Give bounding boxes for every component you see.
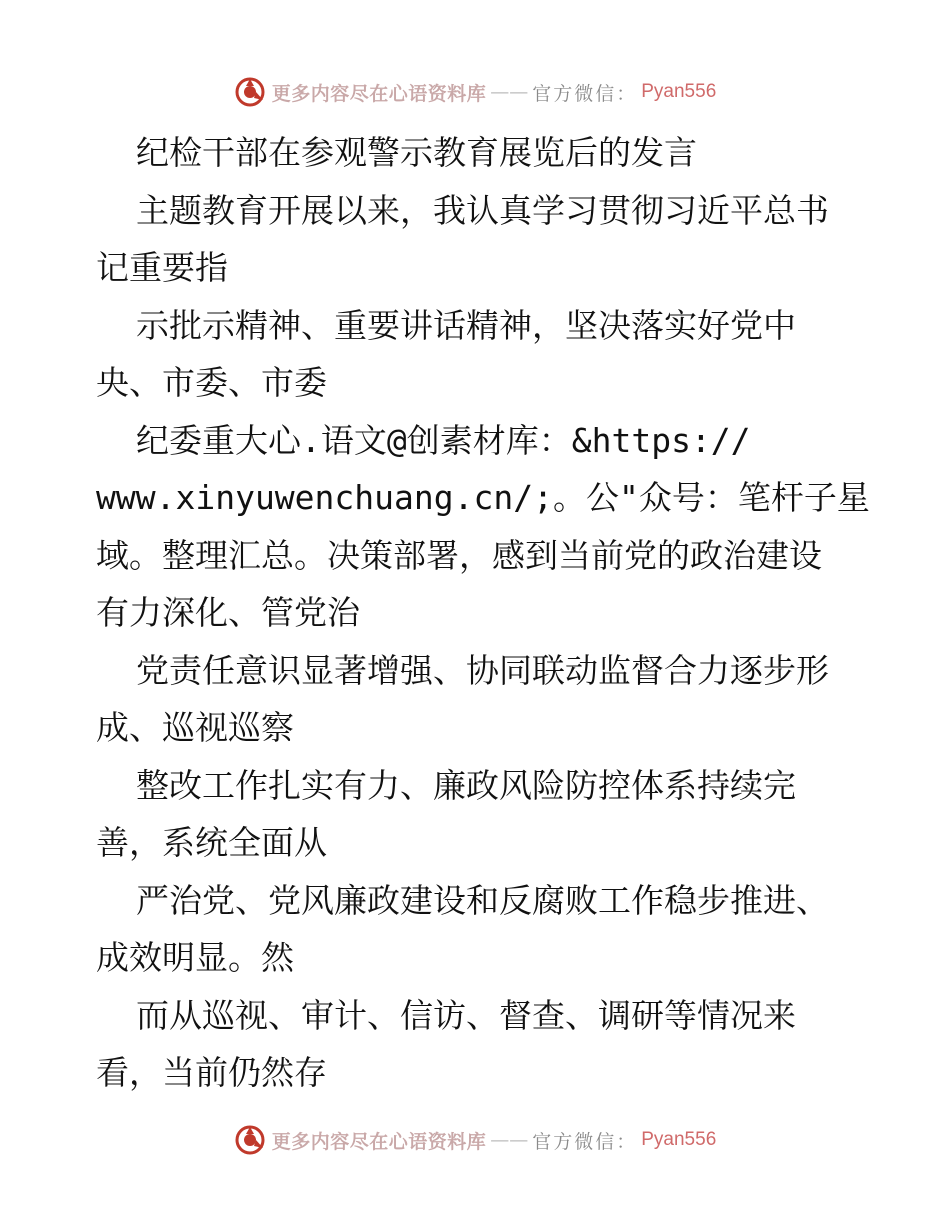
paragraph-line: 善，系统全面从 [96, 823, 327, 862]
banner-dash: —— [490, 1129, 529, 1151]
header-watermark-banner [0, 72, 950, 112]
paragraph-line: 域。整理汇总。决策部署，感到当前党的政治建设 [96, 535, 822, 575]
document-body [96, 124, 870, 1102]
paragraph-line: 而从巡视、审计、信访、督查、调研等情况来 [136, 995, 796, 1035]
banner-wechat-id: Pyan556 [641, 81, 717, 102]
paragraph-line: 看，当前仍然存 [96, 1053, 327, 1092]
paragraph-line: 示批示精神、重要讲话精神，坚决落实好党中 [136, 305, 796, 345]
paragraph-line: 成效明显。然 [96, 938, 294, 977]
banner-wechat-label: 官方微信： [532, 1130, 638, 1153]
footer-watermark-banner [0, 1120, 950, 1160]
paragraph-line: 央、市委、市委 [96, 363, 327, 402]
paragraph-line: 有力深化、管党治 [96, 593, 360, 632]
paragraph-line: 成、巡视巡察 [96, 708, 294, 747]
paragraph-line: 主题教育开展以来，我认真学习贯彻习近平总书 [136, 190, 829, 230]
paragraph-line: 记重要指 [96, 248, 228, 287]
paragraph-line: 严治党、党风廉政建设和反腐败工作稳步推进、 [136, 880, 829, 920]
banner-main-text: 更多内容尽在心语资料库 [271, 1130, 487, 1153]
banner-wechat-label: 官方微信： [532, 82, 638, 105]
brand-logo-icon [234, 76, 266, 108]
banner-wechat-id: Pyan556 [641, 1129, 717, 1150]
document-title: 纪检干部在参观警示教育展览后的发言 [136, 133, 697, 172]
paragraph-line: 整改工作扎实有力、廉政风险防控体系持续完 [136, 765, 796, 805]
banner-dash: —— [490, 81, 529, 103]
paragraph-line: www.xinyuwenchuang.cn/;。公"众号：笔杆子星 [96, 478, 870, 517]
banner-main-text: 更多内容尽在心语资料库 [271, 82, 487, 105]
paragraph-line: 纪委重大心.语文@创素材库：&https:// [136, 420, 751, 460]
paragraph-line: 党责任意识显著增强、协同联动监督合力逐步形 [136, 650, 829, 690]
brand-logo-icon [234, 1124, 266, 1156]
